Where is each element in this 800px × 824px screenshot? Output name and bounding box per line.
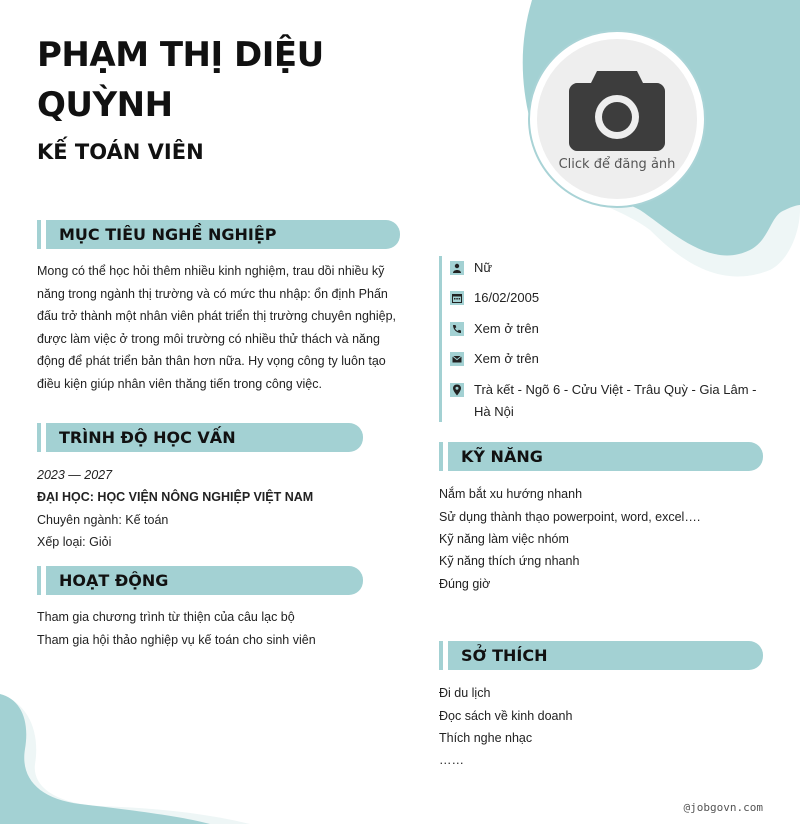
person-icon — [450, 261, 464, 275]
activities-heading — [37, 566, 363, 595]
skill-item: Đúng giờ — [439, 577, 491, 591]
phone-icon — [450, 322, 464, 336]
gender-value: Nữ — [474, 260, 493, 275]
calendar-icon — [450, 291, 464, 305]
skill-item: Kỹ năng làm việc nhóm — [439, 532, 569, 546]
camera-icon — [569, 67, 665, 151]
skill-item: Nắm bắt xu hướng nhanh — [439, 487, 583, 501]
activities-heading-label: HOẠT ĐỘNG — [59, 571, 169, 590]
site-credit: @jobgovn.com — [683, 801, 763, 814]
education-period: 2023 — 2027 — [37, 468, 113, 482]
job-title: KẾ TOÁN VIÊN — [37, 140, 204, 164]
education-heading — [37, 423, 363, 452]
contact-birthday — [450, 290, 780, 309]
phone-value: Xem ở trên — [474, 321, 539, 336]
email-value: Xem ở trên — [474, 351, 539, 366]
hobbies-heading-label: SỞ THÍCH — [461, 646, 548, 665]
hobby-item: Thích nghe nhạc — [439, 731, 533, 745]
skill-item: Kỹ năng thích ứng nhanh — [439, 554, 580, 568]
skill-item: Sử dụng thành thạo powerpoint, word, excel…. — [439, 510, 701, 524]
contact-phone — [450, 321, 780, 340]
education-major: Chuyên ngành: Kế toán — [37, 513, 169, 527]
hobbies-heading — [439, 641, 763, 670]
hobby-item: …… — [439, 753, 464, 767]
photo-upload-label: Click để đăng ảnh — [558, 156, 676, 172]
contact-gender — [450, 260, 780, 279]
activity-item: Tham gia chương trình từ thiện của câu lạc bộ — [37, 610, 295, 624]
contact-divider — [439, 256, 442, 422]
objective-heading — [37, 220, 400, 249]
hobby-item: Đi du lịch — [439, 686, 491, 700]
birthday-value: 16/02/2005 — [474, 290, 540, 305]
activity-item: Tham gia hội thảo nghiệp vụ kế toán cho sinh viên — [37, 633, 316, 647]
mail-icon — [450, 352, 464, 366]
objective-text: Mong có thể học hỏi thêm nhiều kinh nghiệm, trau dồi nhiều kỹ năng trong ngành thị trường và có mức thu nhập: ổn định Phấn đấu trở thành một nhân viên phát triển thị trường chuyên nghiệp, được làm việc ở trong môi trường có nhiều thử thách và năng động để phát triển bản thân hơn nữa. Hy vọng công ty luôn tạo điều kiện giúp nhân viên thăng tiến trong công việc. — [37, 264, 397, 391]
hobby-item: Đọc sách về kinh doanh — [439, 709, 573, 723]
skills-heading — [439, 442, 763, 471]
contact-email — [450, 351, 780, 370]
objective-heading-label: MỤC TIÊU NGHỀ NGHIỆP — [59, 225, 277, 244]
skills-heading-label: KỸ NĂNG — [461, 447, 543, 466]
contact-address — [450, 382, 780, 423]
education-rank: Xếp loại: Giỏi — [37, 535, 112, 549]
location-pin-icon — [450, 383, 464, 397]
decorative-blob-bottom — [0, 694, 280, 824]
candidate-name: PHẠM THỊ DIỆU QUỲNH — [37, 35, 324, 125]
photo-upload[interactable] — [528, 30, 706, 208]
education-school: ĐẠI HỌC: HỌC VIỆN NÔNG NGHIỆP VIỆT NAM — [37, 490, 314, 504]
education-heading-label: TRÌNH ĐỘ HỌC VẤN — [59, 428, 236, 447]
address-value: Trà kết - Ngõ 6 - Cửu Việt - Trâu Quỳ - Gia Lâm - Hà Nội — [474, 382, 757, 419]
